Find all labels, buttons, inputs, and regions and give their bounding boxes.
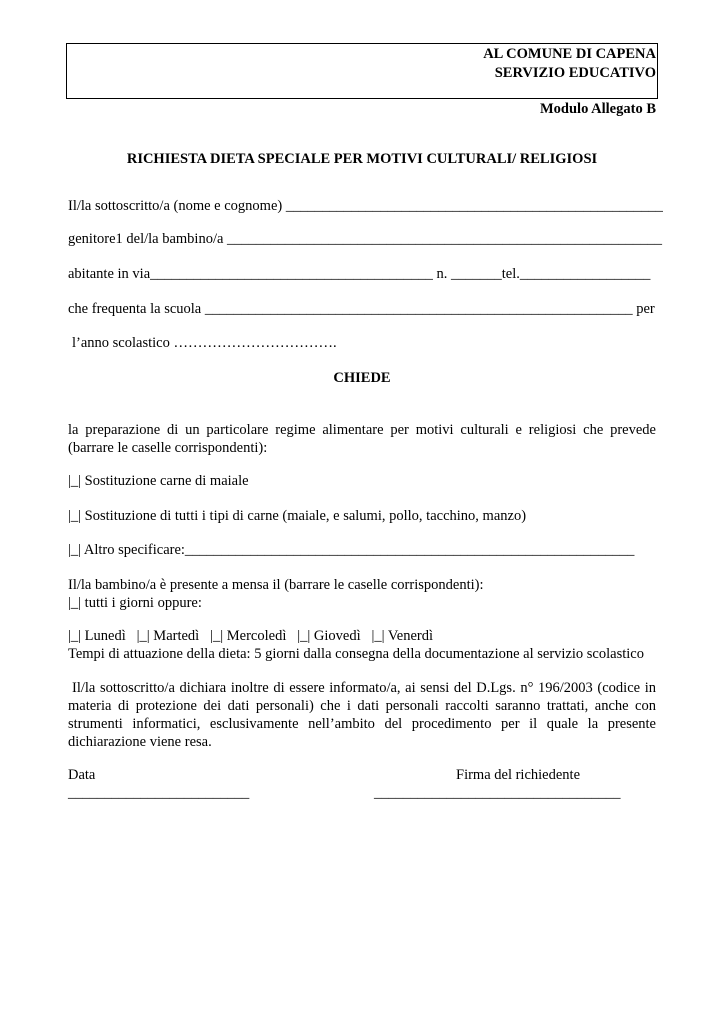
header-office: SERVIZIO EDUCATIVO [494, 65, 656, 81]
data-label: Data [68, 767, 96, 783]
header-recipient: AL COMUNE DI CAPENA [483, 46, 656, 62]
tempi-attuazione: Tempi di attuazione della dieta: 5 giorni dalla consegna della documentazione al servizio scolastico [68, 646, 644, 662]
privacy-line-4: dichiarazione viene resa. [68, 734, 212, 750]
privacy-line-2: materia di protezione dei dati personali) che i dati personali raccolti saranno trattati, anche con [68, 698, 656, 714]
intro-line-1: la preparazione di un particolare regime alimentare per motivi culturali e religiosi che prevede [68, 422, 656, 438]
option-tutti-carne: |_| Sostituzione di tutti i tipi di carne (maiale, e salumi, pollo, tacchino, manzo) [68, 508, 527, 524]
privacy-line-3: strumenti informatici, esclusivamente nell’ambito del procedimento per il quale la presente [68, 716, 656, 732]
modulo-label: Modulo Allegato B [539, 101, 656, 117]
mensa-tutti-giorni: |_| tutti i giorni oppure: [68, 595, 202, 611]
document-title: RICHIESTA DIETA SPECIALE PER MOTIVI CULTURALI/ RELIGIOSI [126, 151, 598, 167]
option-altro: |_| Altro specificare:______________________________________________________________ [68, 542, 635, 558]
privacy-line-1: Il/la sottoscritto/a dichiara inoltre di essere informato/a, ai sensi del D.Lgs. n° 196/2003 (codice in [72, 680, 656, 696]
mensa-days: |_| Lunedì |_| Martedì |_| Mercoledì |_| Giovedì |_| Venerdì [68, 628, 434, 644]
firma-signature-line: __________________________________ [374, 785, 621, 801]
mensa-line: Il/la bambino/a è presente a mensa il (barrare le caselle corrispondenti): [68, 577, 484, 593]
field-scuola: che frequenta la scuola ___________________________________________________________ per [68, 301, 655, 317]
option-maiale: |_| Sostituzione carne di maiale [68, 473, 249, 489]
firma-label: Firma del richiedente [456, 767, 581, 783]
field-sottoscritto: Il/la sottoscritto/a (nome e cognome) ____________________________________________________ [68, 198, 663, 214]
chiede-heading: CHIEDE [333, 370, 391, 386]
field-abitante: abitante in via_______________________________________ n. _______tel.__________________ [68, 266, 651, 282]
intro-line-2: (barrare le caselle corrispondenti): [68, 440, 268, 456]
data-signature-line: _________________________ [68, 785, 250, 801]
field-anno-scolastico: l’anno scolastico ……………………………. [72, 335, 337, 351]
field-genitore: genitore1 del/la bambino/a ____________________________________________________________ [68, 231, 663, 247]
